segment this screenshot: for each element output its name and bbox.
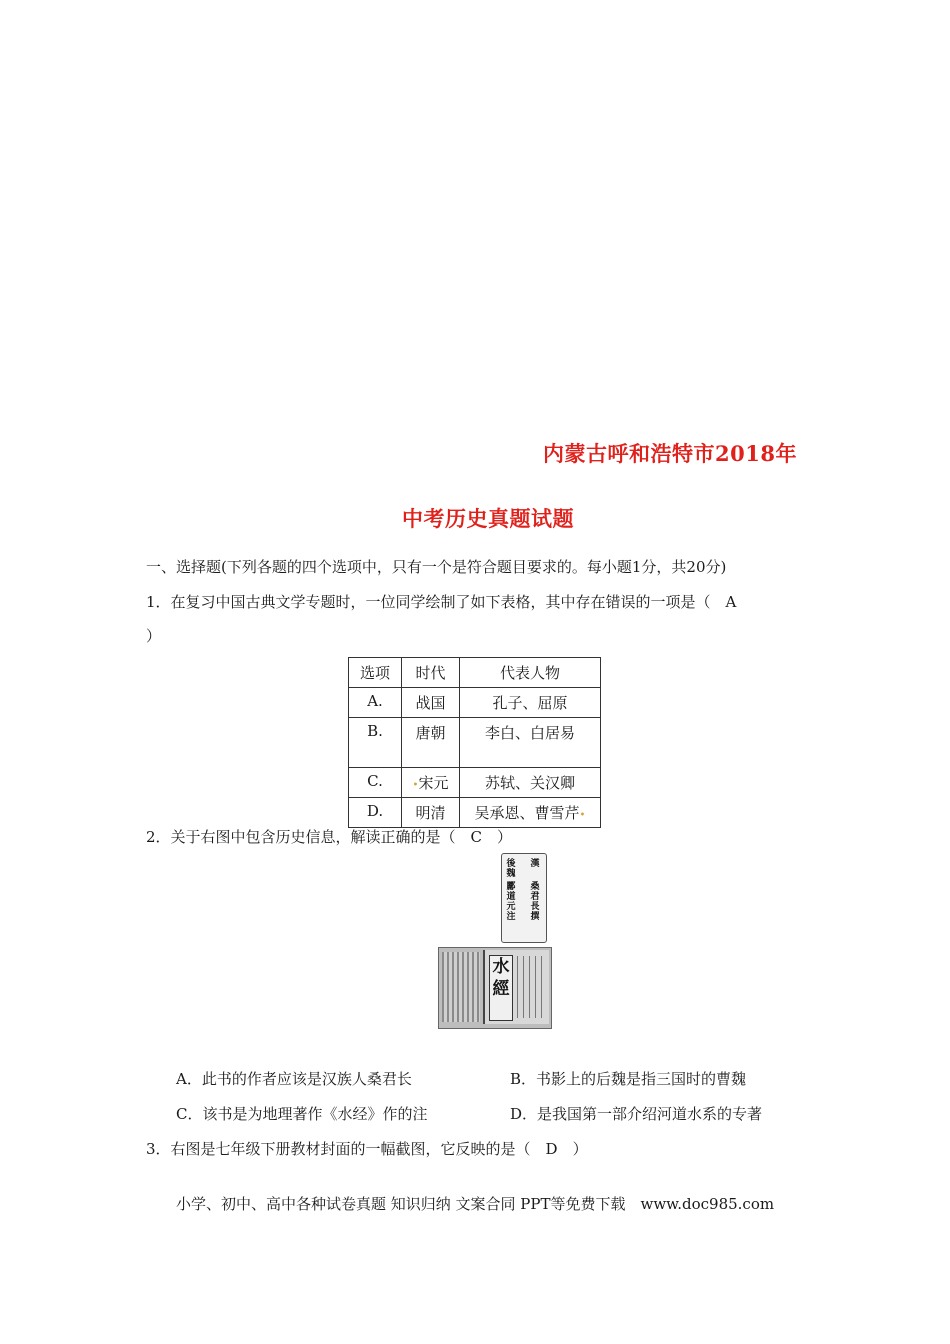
question-1-text: 1．在复习中国古典文学专题时，一位同学绘制了如下表格，其中存在错误的一项是（ A bbox=[146, 593, 737, 611]
question-1-text-cont: ） bbox=[146, 627, 162, 645]
callout-column: 酈道元注 bbox=[506, 882, 516, 922]
book-cover bbox=[483, 950, 549, 1024]
question-2-option-b: B．书影上的后魏是指三国时的曹魏 bbox=[510, 1070, 747, 1088]
table-row bbox=[349, 688, 601, 718]
table-cell: 明清 bbox=[402, 798, 460, 828]
book-image bbox=[438, 947, 552, 1029]
table-cell: 唐朝 bbox=[402, 718, 460, 768]
book-page bbox=[442, 952, 480, 1022]
callout-column: 桑君長撰 bbox=[530, 882, 540, 922]
table-cell: A. bbox=[349, 688, 402, 718]
shuijing-book-figure bbox=[438, 853, 554, 1029]
page-footer: 小学、初中、高中各种试卷真题 知识归纳 文案合同 PPT等免费下载 www.doc985.com bbox=[176, 1195, 775, 1213]
callout-column: 後魏 bbox=[506, 859, 516, 879]
literature-table bbox=[348, 657, 601, 828]
book-cover-title: 水經 bbox=[489, 955, 513, 1021]
table-cell: 李白、白居易 bbox=[460, 718, 601, 768]
table-row bbox=[349, 768, 601, 798]
table-cell: 孔子、屈原 bbox=[460, 688, 601, 718]
table-cell: D. bbox=[349, 798, 402, 828]
table-header-row bbox=[349, 658, 601, 688]
marker-dot-icon: • bbox=[412, 780, 419, 791]
table-row bbox=[349, 798, 601, 828]
question-3-text: 3．右图是七年级下册教材封面的一幅截图，它反映的是（ D ） bbox=[146, 1140, 588, 1158]
table-cell: 战国 bbox=[402, 688, 460, 718]
table-row bbox=[349, 718, 601, 768]
table-cell: •宋元 bbox=[402, 768, 460, 798]
table-header-cell: 时代 bbox=[402, 658, 460, 688]
callout-column: 漢 bbox=[530, 859, 540, 869]
table-cell: C. bbox=[349, 768, 402, 798]
title-line-1: 内蒙古呼和浩特市2018年 bbox=[543, 441, 797, 466]
table-cell: 苏轼、关汉卿 bbox=[460, 768, 601, 798]
book-text-lines bbox=[517, 956, 543, 1018]
title-line-2: 中考历史真题试题 bbox=[402, 506, 574, 531]
question-2-option-d: D．是我国第一部介绍河道水系的专著 bbox=[510, 1105, 763, 1123]
table-cell: 吴承恩、曹雪芹• bbox=[460, 798, 601, 828]
section-heading: 一、选择题(下列各题的四个选项中，只有一个是符合题目要求的。每小题1分，共20分) bbox=[146, 558, 727, 576]
question-2-option-c: C．该书是为地理著作《水经》作的注 bbox=[176, 1105, 428, 1123]
question-2-option-a: A．此书的作者应该是汉族人桑君长 bbox=[176, 1070, 412, 1088]
callout-label bbox=[501, 853, 547, 943]
marker-dot-icon: • bbox=[579, 810, 586, 821]
table-cell: B. bbox=[349, 718, 402, 768]
table-header-cell: 代表人物 bbox=[460, 658, 601, 688]
table-header-cell: 选项 bbox=[349, 658, 402, 688]
question-2-text: 2．关于右图中包含历史信息，解读正确的是（ C ） bbox=[146, 828, 513, 846]
